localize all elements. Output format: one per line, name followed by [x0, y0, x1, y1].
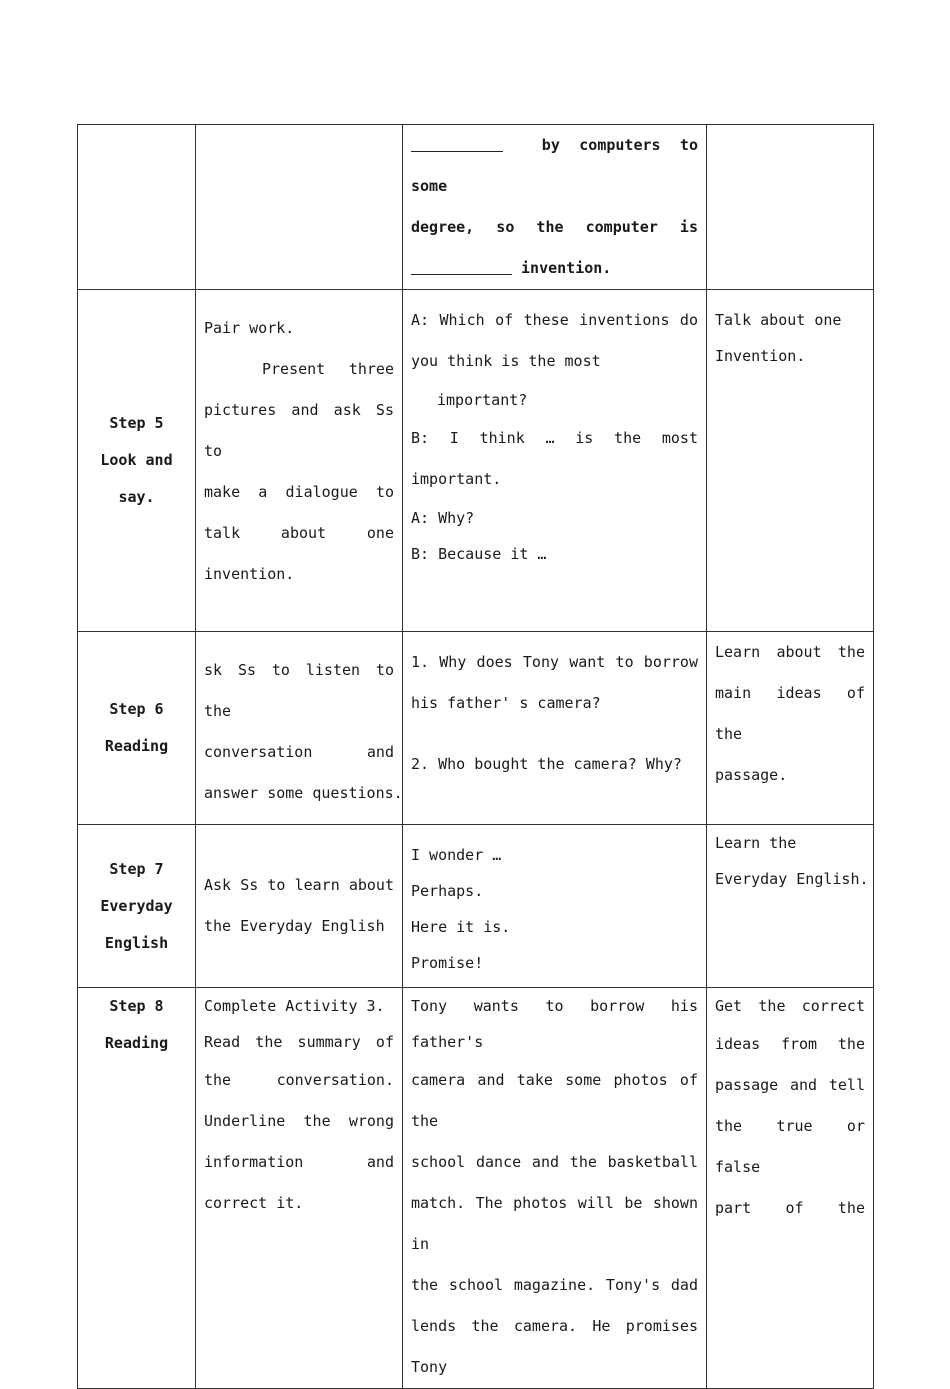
fill-blank [411, 137, 503, 152]
step-number: Step 8 [109, 997, 164, 1015]
summary-line: Tony wants to borrow his father's [411, 997, 698, 1051]
purpose-cell [707, 290, 874, 632]
purpose-line: Learn the [715, 834, 797, 852]
activity-line: information and [204, 1153, 394, 1171]
step-cell [78, 988, 196, 1389]
step-title: Look and [100, 451, 173, 469]
question-line: 2. Who bought the camera? Why? [411, 755, 682, 773]
activity-line: correct it. [204, 1194, 304, 1212]
activity-line: Underline the wrong [204, 1112, 394, 1130]
activity-line: invention. [204, 565, 295, 583]
expression-line: I wonder … [411, 846, 502, 864]
activity-line: make a dialogue to [204, 483, 394, 501]
activity-cell [196, 125, 403, 290]
purpose-line: Get the correct [715, 997, 865, 1015]
activity-cell [196, 988, 403, 1389]
purpose-cell [707, 632, 874, 825]
activity-line: Complete Activity 3. [204, 997, 385, 1015]
content-line: by computers to some [411, 136, 698, 195]
summary-line: match. The photos will be shown in [411, 1194, 698, 1253]
step-cell [78, 632, 196, 825]
activity-cell [196, 290, 403, 632]
step-title: Reading [104, 737, 169, 755]
question-line: 1. Why does Tony want to borrow [411, 653, 698, 671]
step-title: Reading [104, 1034, 169, 1052]
summary-line: camera and take some photos of the [411, 1071, 698, 1130]
expression-line: Here it is. [411, 918, 511, 936]
content-cell [403, 290, 707, 632]
purpose-line: Invention. [715, 347, 806, 365]
activity-line: Pair work. [204, 319, 295, 337]
dialogue-line: you think is the most [411, 352, 601, 370]
content-line: invention. [411, 248, 698, 289]
content-cell [403, 988, 707, 1389]
content-cell [403, 632, 707, 825]
activity-line: Ask Ss to learn about [204, 876, 394, 894]
activity-line: the Everyday English [204, 917, 385, 935]
content-cell [403, 125, 707, 290]
activity-cell [196, 825, 403, 988]
step-title: say. [118, 488, 155, 506]
activity-line: Read the summary of [204, 1033, 394, 1051]
activity-line: conversation and [204, 743, 394, 761]
purpose-line: the true or false [715, 1117, 865, 1176]
lesson-plan-table [77, 124, 874, 1389]
fill-blank [411, 260, 512, 275]
dialogue-line: A: Which of these inventions do [411, 311, 698, 329]
dialogue-line: B: I think … is the most [411, 429, 698, 447]
activity-line: Present three [262, 360, 394, 378]
activity-cell [196, 632, 403, 825]
content-cell [403, 825, 707, 988]
expression-line: Promise! [411, 954, 484, 972]
purpose-line: Everyday English. [715, 870, 869, 888]
question-line: his father' s camera? [411, 694, 601, 712]
table-row [78, 632, 874, 825]
step-number: Step 7 [109, 859, 164, 878]
step-number: Step 5 [109, 414, 164, 432]
table-row [78, 988, 874, 1389]
activity-line: pictures and ask Ss to [204, 401, 394, 460]
purpose-line: ideas from the [715, 1035, 865, 1053]
content-line: degree, so the computer is [411, 218, 698, 236]
purpose-line: passage and tell [715, 1076, 865, 1094]
dialogue-line: important. [411, 470, 502, 488]
activity-line: the conversation. [204, 1071, 394, 1089]
expression-line: Perhaps. [411, 882, 484, 900]
purpose-cell [707, 125, 874, 290]
dialogue-line: A: Why? [411, 509, 475, 527]
step-cell [78, 290, 196, 632]
purpose-line: passage. [715, 766, 788, 784]
purpose-line: part of the [715, 1199, 865, 1217]
summary-line: lends the camera. He promises Tony [411, 1317, 698, 1376]
purpose-line: main ideas of the [715, 684, 865, 743]
table-row [78, 125, 874, 290]
purpose-line: Learn about the [715, 643, 865, 661]
summary-line: school dance and the basketball [411, 1153, 698, 1171]
purpose-cell [707, 825, 874, 988]
step-cell [78, 125, 196, 290]
step-cell [78, 825, 196, 988]
activity-line: answer some questions. [204, 784, 403, 802]
dialogue-line: B: Because it … [411, 545, 547, 563]
purpose-line: Talk about one [715, 311, 842, 329]
dialogue-line: important? [437, 391, 528, 409]
table-row [78, 290, 874, 632]
purpose-cell [707, 988, 874, 1389]
table-row [78, 825, 874, 988]
activity-line: sk Ss to listen to the [204, 661, 394, 720]
summary-line: the school magazine. Tony's dad [411, 1276, 698, 1294]
activity-line: talk about one [204, 524, 394, 542]
step-number: Step 6 [109, 700, 164, 718]
step-title: English [104, 933, 169, 952]
step-title: Everyday [100, 896, 173, 915]
